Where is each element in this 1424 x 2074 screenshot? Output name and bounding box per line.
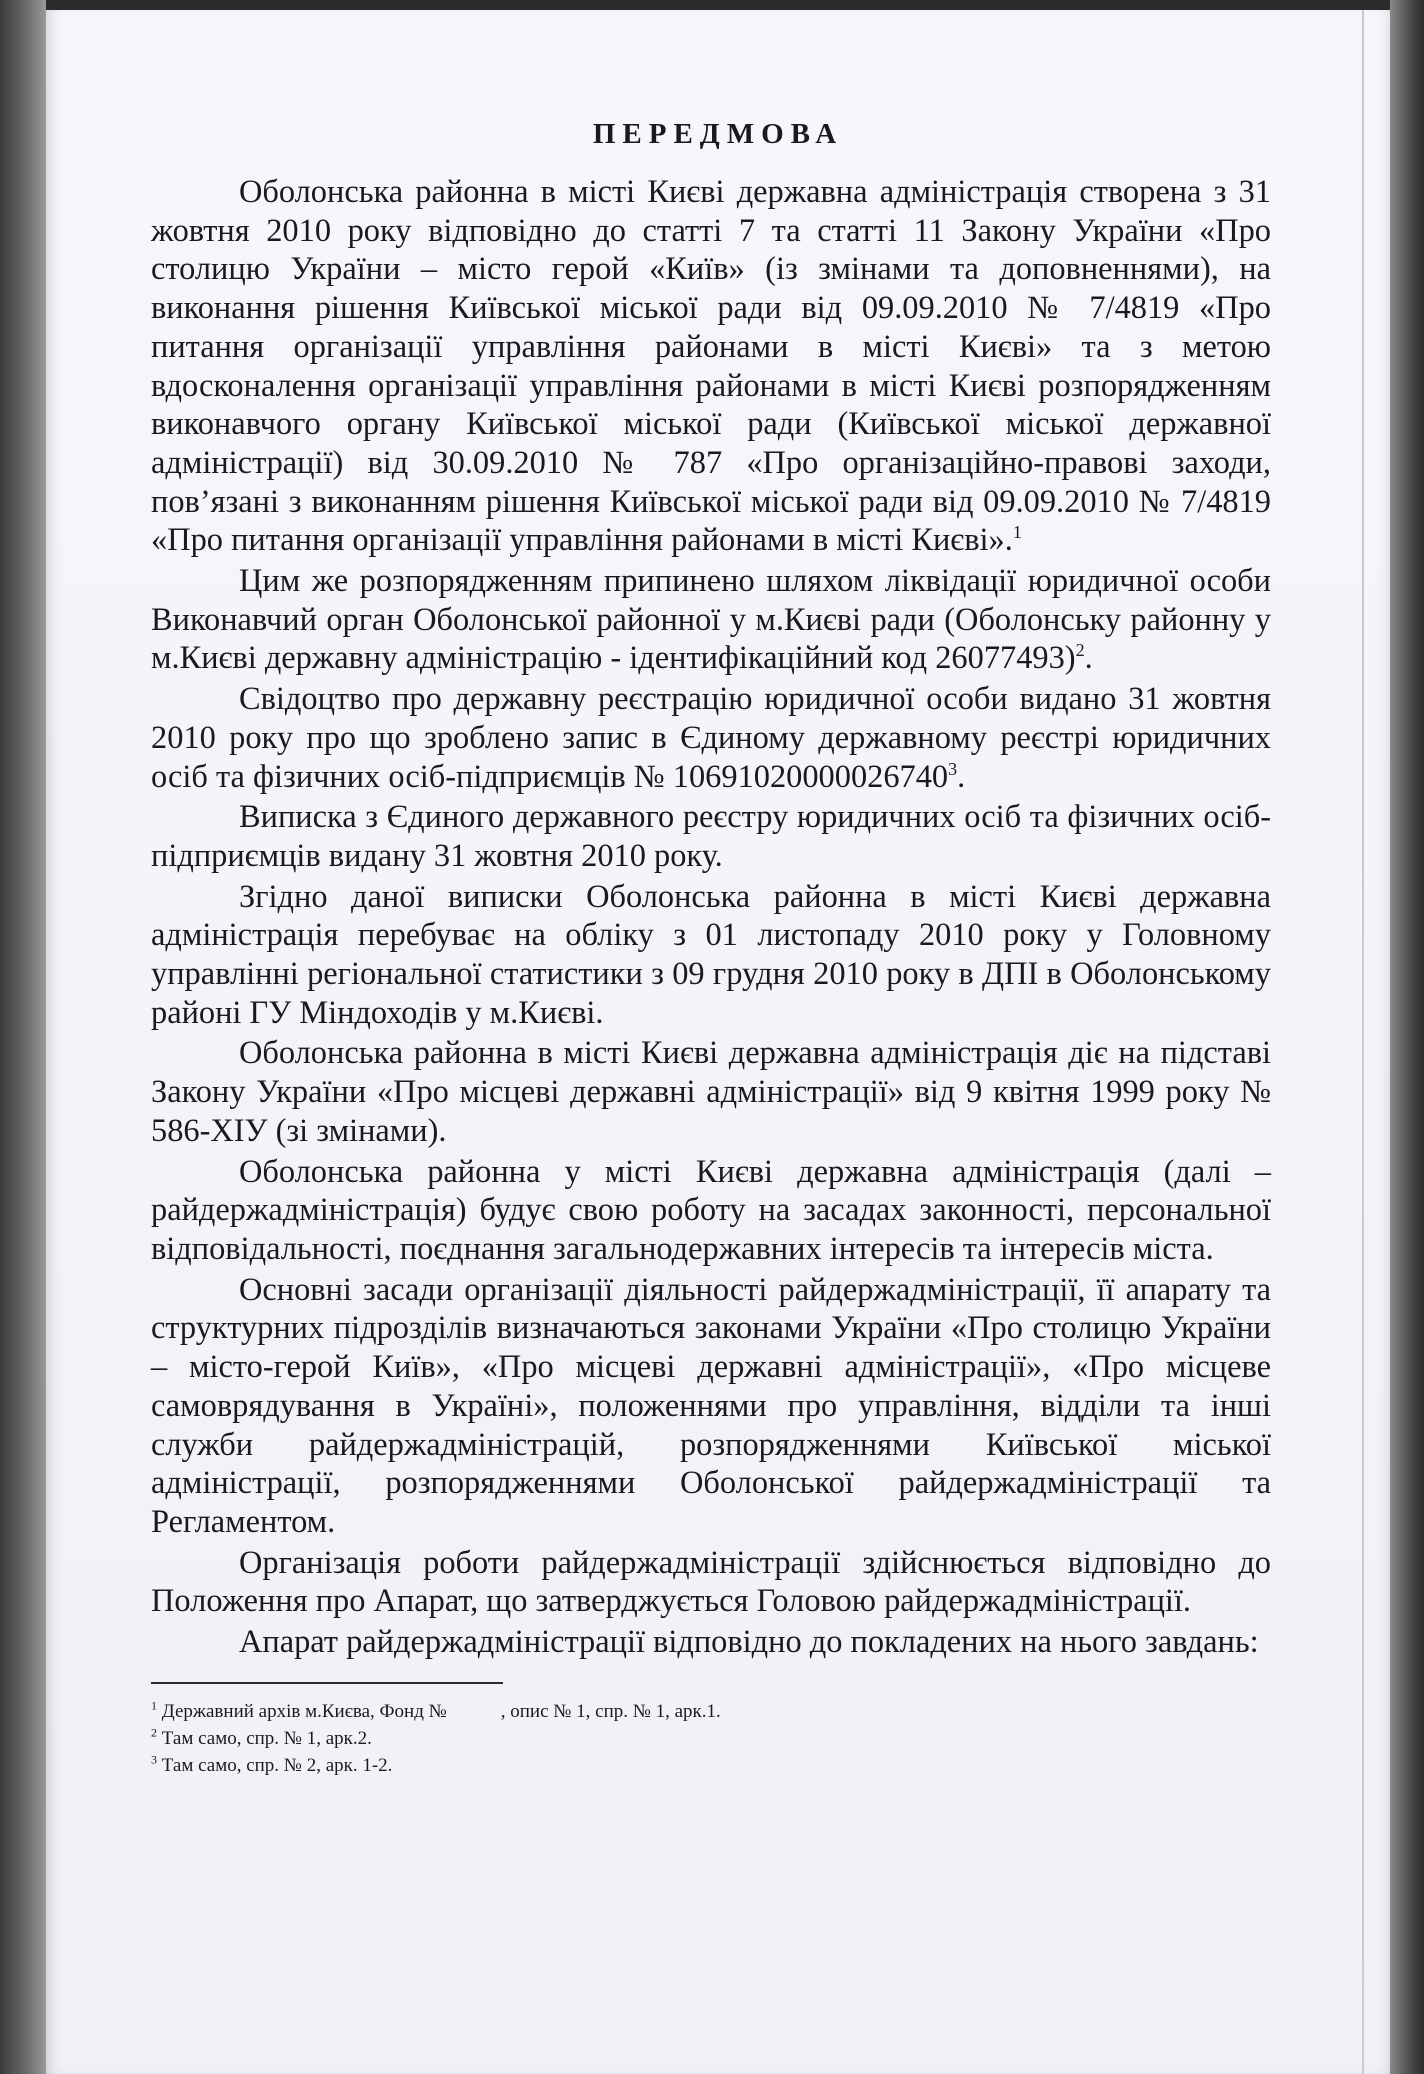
paragraph-2-text: Цим же розпорядженням припинено шляхом ліквідації юридичної особи Виконавчий орган Оболонської районної у м.Києві ради (Оболонську районну у м.Києві державну адміністрацію - ідентифікаційний код 26077493) bbox=[151, 563, 1271, 677]
paragraph-5: Згідно даної виписки Оболонська районна в місті Києві державна адміністрація перебуває на обліку з 01 листопаду 2010 року у Головному управлінні регіональної статистики з 09 грудня 2010 року в ДПІ в Оболонському районі ГУ Міндоходів у м.Києві. bbox=[151, 878, 1271, 1031]
document-content bbox=[151, 118, 1271, 1779]
paragraph-2 bbox=[151, 562, 1271, 678]
footnote-2 bbox=[151, 1725, 1271, 1752]
paragraph-1-text: Оболонська районна в місті Києві державна адміністрація створена з 31 жовтня 2010 року відповідно до статті 7 та статті 11 Закону України «Про столицю України – місто герой «Київ» (із змінами та доповненнями), на виконання рішення Київської міської ради від 09.09.2010 № 7/4819 «Про питання організації управління районами в місті Києві» та з метою вдосконалення організації управління районами в місті Києві розпорядженням виконавчого органу Київської міської ради (Київської міської державної адміністрації) від 30.09.2010 № 787 «Про організаційно-правові заходи, пов’язані з виконанням рішення Київської міської ради від 09.09.2010 № 7/4819 «Про питання організації управління районами в місті Києві». bbox=[151, 174, 1271, 559]
footnote-1-text: Державний архів м.Києва, Фонд № bbox=[161, 1700, 447, 1722]
scan-backdrop-right bbox=[1390, 0, 1424, 2074]
page-edge-line bbox=[1362, 10, 1364, 2074]
paragraph-3-text: Свідоцтво про державну реєстрацію юридичної особи видано 31 жовтня 2010 року про що зроблено запис в Єдиному державному реєстрі юридичних осіб та фізичних осіб-підприємців № 10691020000026740 bbox=[151, 681, 1271, 795]
paragraph-8: Основні засади організації діяльності райдержадміністрації, її апарату та структурних підрозділів визначаються законами України «Про столицю України – місто-герой Київ», «Про місцеві державні адміністрації», «Про місцеве самоврядування в Україні», положеннями про управління, відділи та інші служби райдержадміністрацій, розпорядженнями Київської міської адміністрації, розпорядженнями Оболонської райдержадміністрації та Регламентом. bbox=[151, 1271, 1271, 1540]
footnote-2-text: Там само, спр. № 1, арк.2. bbox=[161, 1727, 372, 1749]
footnote-3-number: 3 bbox=[151, 1752, 157, 1767]
paragraph-3-tail: . bbox=[957, 758, 966, 795]
footnote-ref-3: 3 bbox=[948, 758, 958, 779]
document-title: ПЕРЕДМОВА bbox=[592, 118, 844, 150]
paragraph-7: Оболонська районна у місті Києві державна адміністрація (далі – райдержадміністрація) будує свою роботу на засадах законності, персональної відповідальності, поєднання загальнодержавних інтересів та інтересів міста. bbox=[151, 1153, 1271, 1267]
paragraph-6: Оболонська районна в місті Києві державна адміністрація діє на підставі Закону України «Про місцеві державні адміністрації» від 9 квітня 1999 року № 586-XIУ (зі змінами). bbox=[151, 1035, 1271, 1149]
paragraph-9: Організація роботи райдержадміністрації здійснюється відповідно до Положення про Апарат, що затверджується Головою райдержадміністрації. bbox=[151, 1544, 1271, 1620]
footnote-1-number: 1 bbox=[151, 1698, 157, 1713]
footnote-2-number: 2 bbox=[151, 1725, 157, 1740]
paragraph-3 bbox=[151, 680, 1271, 796]
paragraph-4: Виписка з Єдиного державного реєстру юридичних осіб та фізичних осіб-підприємців видану 31 жовтня 2010 року. bbox=[151, 799, 1271, 874]
footnote-separator bbox=[151, 1682, 503, 1684]
footnote-ref-2: 2 bbox=[1075, 640, 1085, 661]
footnote-1 bbox=[151, 1698, 1271, 1725]
paragraph-2-tail: . bbox=[1084, 640, 1093, 677]
footnote-3 bbox=[151, 1752, 1271, 1779]
scan-backdrop-left bbox=[0, 0, 46, 2074]
document-page bbox=[46, 10, 1390, 2074]
footnote-3-text: Там само, спр. № 2, арк. 1-2. bbox=[161, 1754, 393, 1776]
footnote-1-text-after: , опис № 1, спр. № 1, арк.1. bbox=[500, 1700, 721, 1722]
footnote-ref-1: 1 bbox=[1012, 522, 1022, 543]
paragraph-10: Апарат райдержадміністрації відповідно до покладених на нього завдань: bbox=[239, 1624, 1259, 1661]
paragraph-1 bbox=[151, 173, 1271, 560]
